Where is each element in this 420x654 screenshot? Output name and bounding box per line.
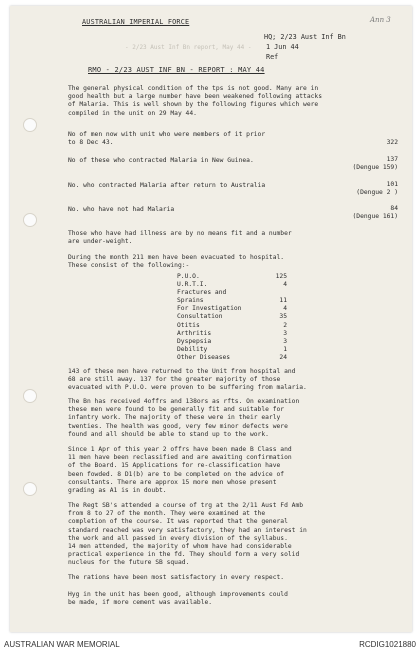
- pencil-annotation: Ann 3: [370, 16, 391, 24]
- footer-right: RCDIG1021880: [359, 640, 416, 649]
- table-row: [177, 322, 287, 330]
- returned-paragraph: 143 of these men have returned to the Unit from hospital and 68 are still away. 137 for the greater majority of those evacuated with P.U.O. were proven to be suffering from malaria.: [68, 368, 307, 392]
- hygiene-paragraph: Hyg in the unit has been good, although improvements could be made, if more cement was available.: [68, 591, 288, 607]
- evac-count: 1: [283, 345, 287, 353]
- evac-item: Fractures and: [177, 289, 227, 297]
- table-row: [177, 330, 287, 338]
- reclassification-paragraph: Since 1 Apr of this year 2 offrs have been made B Class and 11 men have been reclassified and are awaiting confirmation of the Board. 15 Applications for re-classification have been fowded. 8 D1(b) are to be completed on the advice of consultants. There are approx 15 more men whose present grading as A1 is in doubt.: [68, 446, 292, 495]
- dengue-count: (Dengue 2 ): [356, 189, 398, 196]
- table-row: [177, 297, 287, 305]
- report-title: RMO - 2/23 AUST INF BN - REPORT : MAY 44: [88, 66, 265, 74]
- table-row: [177, 289, 287, 297]
- table-row: [177, 273, 287, 281]
- evac-item: Consultation: [177, 313, 223, 321]
- evac-count: 2: [283, 321, 287, 329]
- stat-value: 322: [386, 139, 398, 146]
- evac-item: Debility: [177, 345, 208, 353]
- stat-label: No. who have not had Malaria: [68, 206, 175, 213]
- table-row: [177, 346, 287, 354]
- table-row: [177, 313, 287, 321]
- evac-item: U.R.T.I.: [177, 281, 208, 289]
- evac-count: 35: [279, 313, 287, 321]
- evac-item: Arthritis: [177, 329, 212, 337]
- stat-label: No of men now with unit who were members of it prior to 8 Dec 43.: [68, 131, 266, 147]
- intro-paragraph: The general physical condition of the tps is not good. Many are in good health but a large number have been weakened following attacks of Malaria. This is well shown by the following figures which were compiled in the unit on 29 May 44.: [68, 85, 323, 117]
- table-row: [177, 281, 287, 289]
- punch-hole: [23, 389, 37, 403]
- document-page: [10, 6, 412, 632]
- punch-hole: [23, 118, 37, 132]
- punch-hole: [23, 482, 37, 496]
- ref-number: Ref: [266, 53, 279, 61]
- punch-hole: [23, 213, 37, 227]
- dengue-count: (Dengue 159): [352, 164, 398, 171]
- stat-label: No. who contracted Malaria after return to Australia: [68, 182, 266, 189]
- evac-item: P.U.O.: [177, 273, 200, 280]
- table-row: [177, 305, 287, 313]
- evac-item: Other Diseases: [177, 353, 231, 361]
- rations-paragraph: The rations have been most satisfactory in every respect.: [68, 574, 285, 581]
- evac-count: 3: [283, 329, 287, 337]
- evac-count: 3: [283, 337, 287, 345]
- evacuation-intro: During the month 211 men have been evacuated to hospital. These consist of the following:-: [68, 254, 285, 270]
- underweight-paragraph: Those who have had illness are by no means fit and a number are under-weight.: [68, 230, 292, 246]
- table-row: [177, 354, 287, 362]
- reinforcements-paragraph: The Bn has received 4offrs and 138ors as rfts. On examination these men were found to be generally fit and suitable for infantry work. The majority of these were in their early twenties. The health was good, very few minor defects were found and all should be able to stand up to the work.: [68, 398, 300, 438]
- ref-hq: HQ; 2/23 Aust Inf Bn: [264, 33, 346, 41]
- dengue-count: (Dengue 161): [352, 213, 398, 220]
- stat-value: 137: [386, 156, 398, 163]
- stat-value: 84: [390, 205, 398, 212]
- bleed-through-text: - 2/23 Aust Inf Bn report, May 44 -: [125, 44, 252, 51]
- evac-item: For Investigation: [177, 305, 242, 313]
- evac-count: 11: [279, 297, 287, 305]
- evac-count: 4: [283, 305, 287, 313]
- document-header: AUSTRALIAN IMPERIAL FORCE: [82, 18, 190, 26]
- sb-course-paragraph: The Regt SB's attended a course of trg at the 2/11 Aust Fd Amb from 8 to 27 of the month. They were examined at the completion of the course. It was reported that the general standard reached was very satisfactory, they had an interest in the work and all passed in every division of the syllabus. 14 men attended, the majority of whom have had considerable practical experience in the fd. They should form a very solid nucleus for the future SB squad.: [68, 502, 307, 567]
- table-row: [177, 338, 287, 346]
- evac-count: 125: [275, 273, 287, 280]
- evacuation-table: [177, 273, 287, 362]
- stat-label: No of these who contracted Malaria in New Guinea.: [68, 157, 254, 164]
- evac-count: 4: [283, 281, 287, 289]
- evac-item: Otitis: [177, 321, 200, 329]
- evac-item: Dyspepsia: [177, 337, 212, 345]
- evac-count: 24: [279, 353, 287, 361]
- stat-value: 101: [386, 181, 398, 188]
- evac-item: Sprains: [177, 297, 204, 305]
- footer-left: AUSTRALIAN WAR MEMORIAL: [4, 640, 120, 649]
- ref-date: 1 Jun 44: [266, 43, 299, 51]
